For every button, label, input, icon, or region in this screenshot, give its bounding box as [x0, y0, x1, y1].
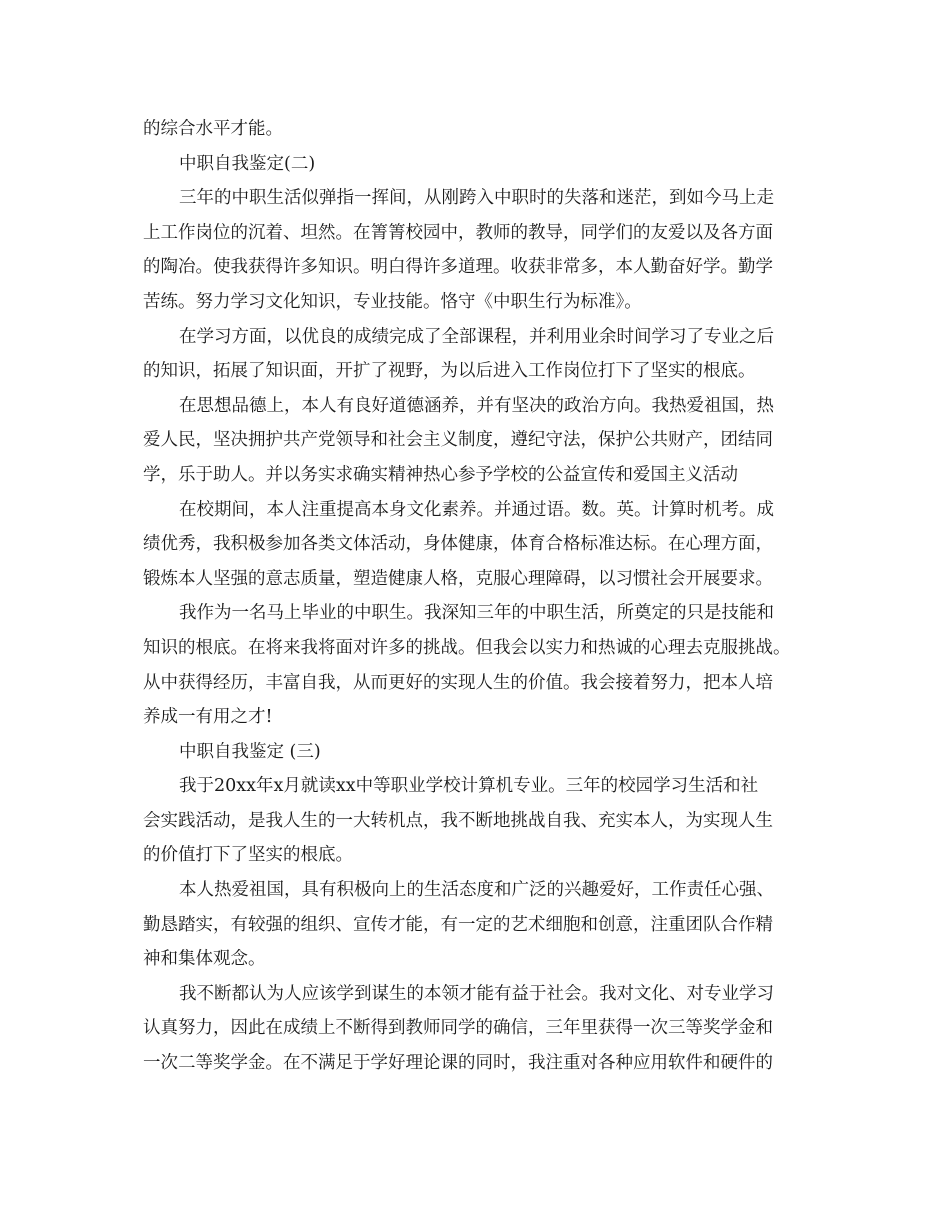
- text-line: 会实践活动，是我人生的一大转机点，我不断地挑战自我、充实本人，为实现人生: [143, 810, 773, 831]
- document-body: [143, 112, 823, 1081]
- section-heading-2: 中职自我鉴定(二): [179, 153, 316, 174]
- text-line: 从中获得经历，丰富自我，从而更好的实现人生的价值。我会接着努力，把本人培: [143, 672, 773, 693]
- text-line: 本人热爱祖国，具有积极向上的生活态度和广泛的兴趣爱好，工作责任心强、: [179, 880, 774, 901]
- text-line: 在学习方面，以优良的成绩完成了全部课程，并利用业余时间学习了专业之后: [179, 326, 774, 347]
- section-heading-3: 中职自我鉴定 (三): [179, 741, 321, 762]
- text-line: 的知识，拓展了知识面，开扩了视野，为以后进入工作岗位打下了坚实的根底。: [143, 361, 756, 382]
- text-line: 的综合水平才能。: [143, 119, 283, 139]
- text-line: 的价值打下了坚实的根底。: [143, 845, 353, 866]
- text-line: 的陶冶。使我获得许多知识。明白得许多道理。收获非常多，本人勤奋好学。勤学: [143, 257, 773, 278]
- text-line: 锻炼本人坚强的意志质量，塑造健康人格，克服心理障碍，以习惯社会开展要求。: [143, 568, 773, 589]
- text-line: 苦练。努力学习文化知识，专业技能。恪守《中职生行为标准》。: [143, 291, 642, 312]
- text-line: 绩优秀，我积极参加各类文体活动，身体健康，体育合格标准达标。在心理方面，: [143, 534, 773, 555]
- text-line: 一次二等奖学金。在不满足于学好理论课的同时，我注重对各种应用软件和硬件的: [143, 1053, 773, 1074]
- text-line: 勤恳踏实，有较强的组织、宣传才能，有一定的艺术细胞和创意，注重团队合作精: [143, 914, 773, 935]
- text-line: 我作为一名马上毕业的中职生。我深知三年的中职生活，所奠定的只是技能和: [179, 603, 774, 624]
- text-line: 三年的中职生活似弹指一挥间，从刚跨入中职时的失落和迷茫，到如今马上走: [179, 188, 774, 209]
- text-line: 学，乐于助人。并以务实求确实精神热心参予学校的公益宣传和爱国主义活动: [143, 464, 738, 485]
- text-line: 爱人民，坚决拥护共产党领导和社会主义制度，遵纪守法，保护公共财产，团结同: [143, 430, 773, 451]
- text-line: 知识的根底。在将来我将面对许多的挑战。但我会以实力和热诚的心理去克服挑战。: [143, 637, 791, 658]
- text-line: 我于20xx年x月就读xx中等职业学校计算机专业。三年的校园学习生活和社: [179, 776, 759, 797]
- text-line: 养成一有用之才!: [143, 707, 273, 728]
- text-line: 在校期间，本人注重提高本身文化素养。并通过语。数。英。计算时机考。成: [179, 499, 774, 520]
- text-line: 在思想品德上，本人有良好道德涵养，并有坚决的政治方向。我热爱祖国，热: [179, 395, 774, 416]
- text-line: 神和集体观念。: [143, 949, 266, 970]
- text-line: 认真努力，因此在成绩上不断得到教师同学的确信，三年里获得一次三等奖学金和: [143, 1018, 773, 1039]
- text-line: 上工作岗位的沉着、坦然。在箐箐校园中，教师的教导，同学们的友爱以及各方面: [143, 222, 773, 243]
- text-line: 我不断都认为人应该学到谋生的本领才能有益于社会。我对文化、对专业学习: [179, 983, 774, 1004]
